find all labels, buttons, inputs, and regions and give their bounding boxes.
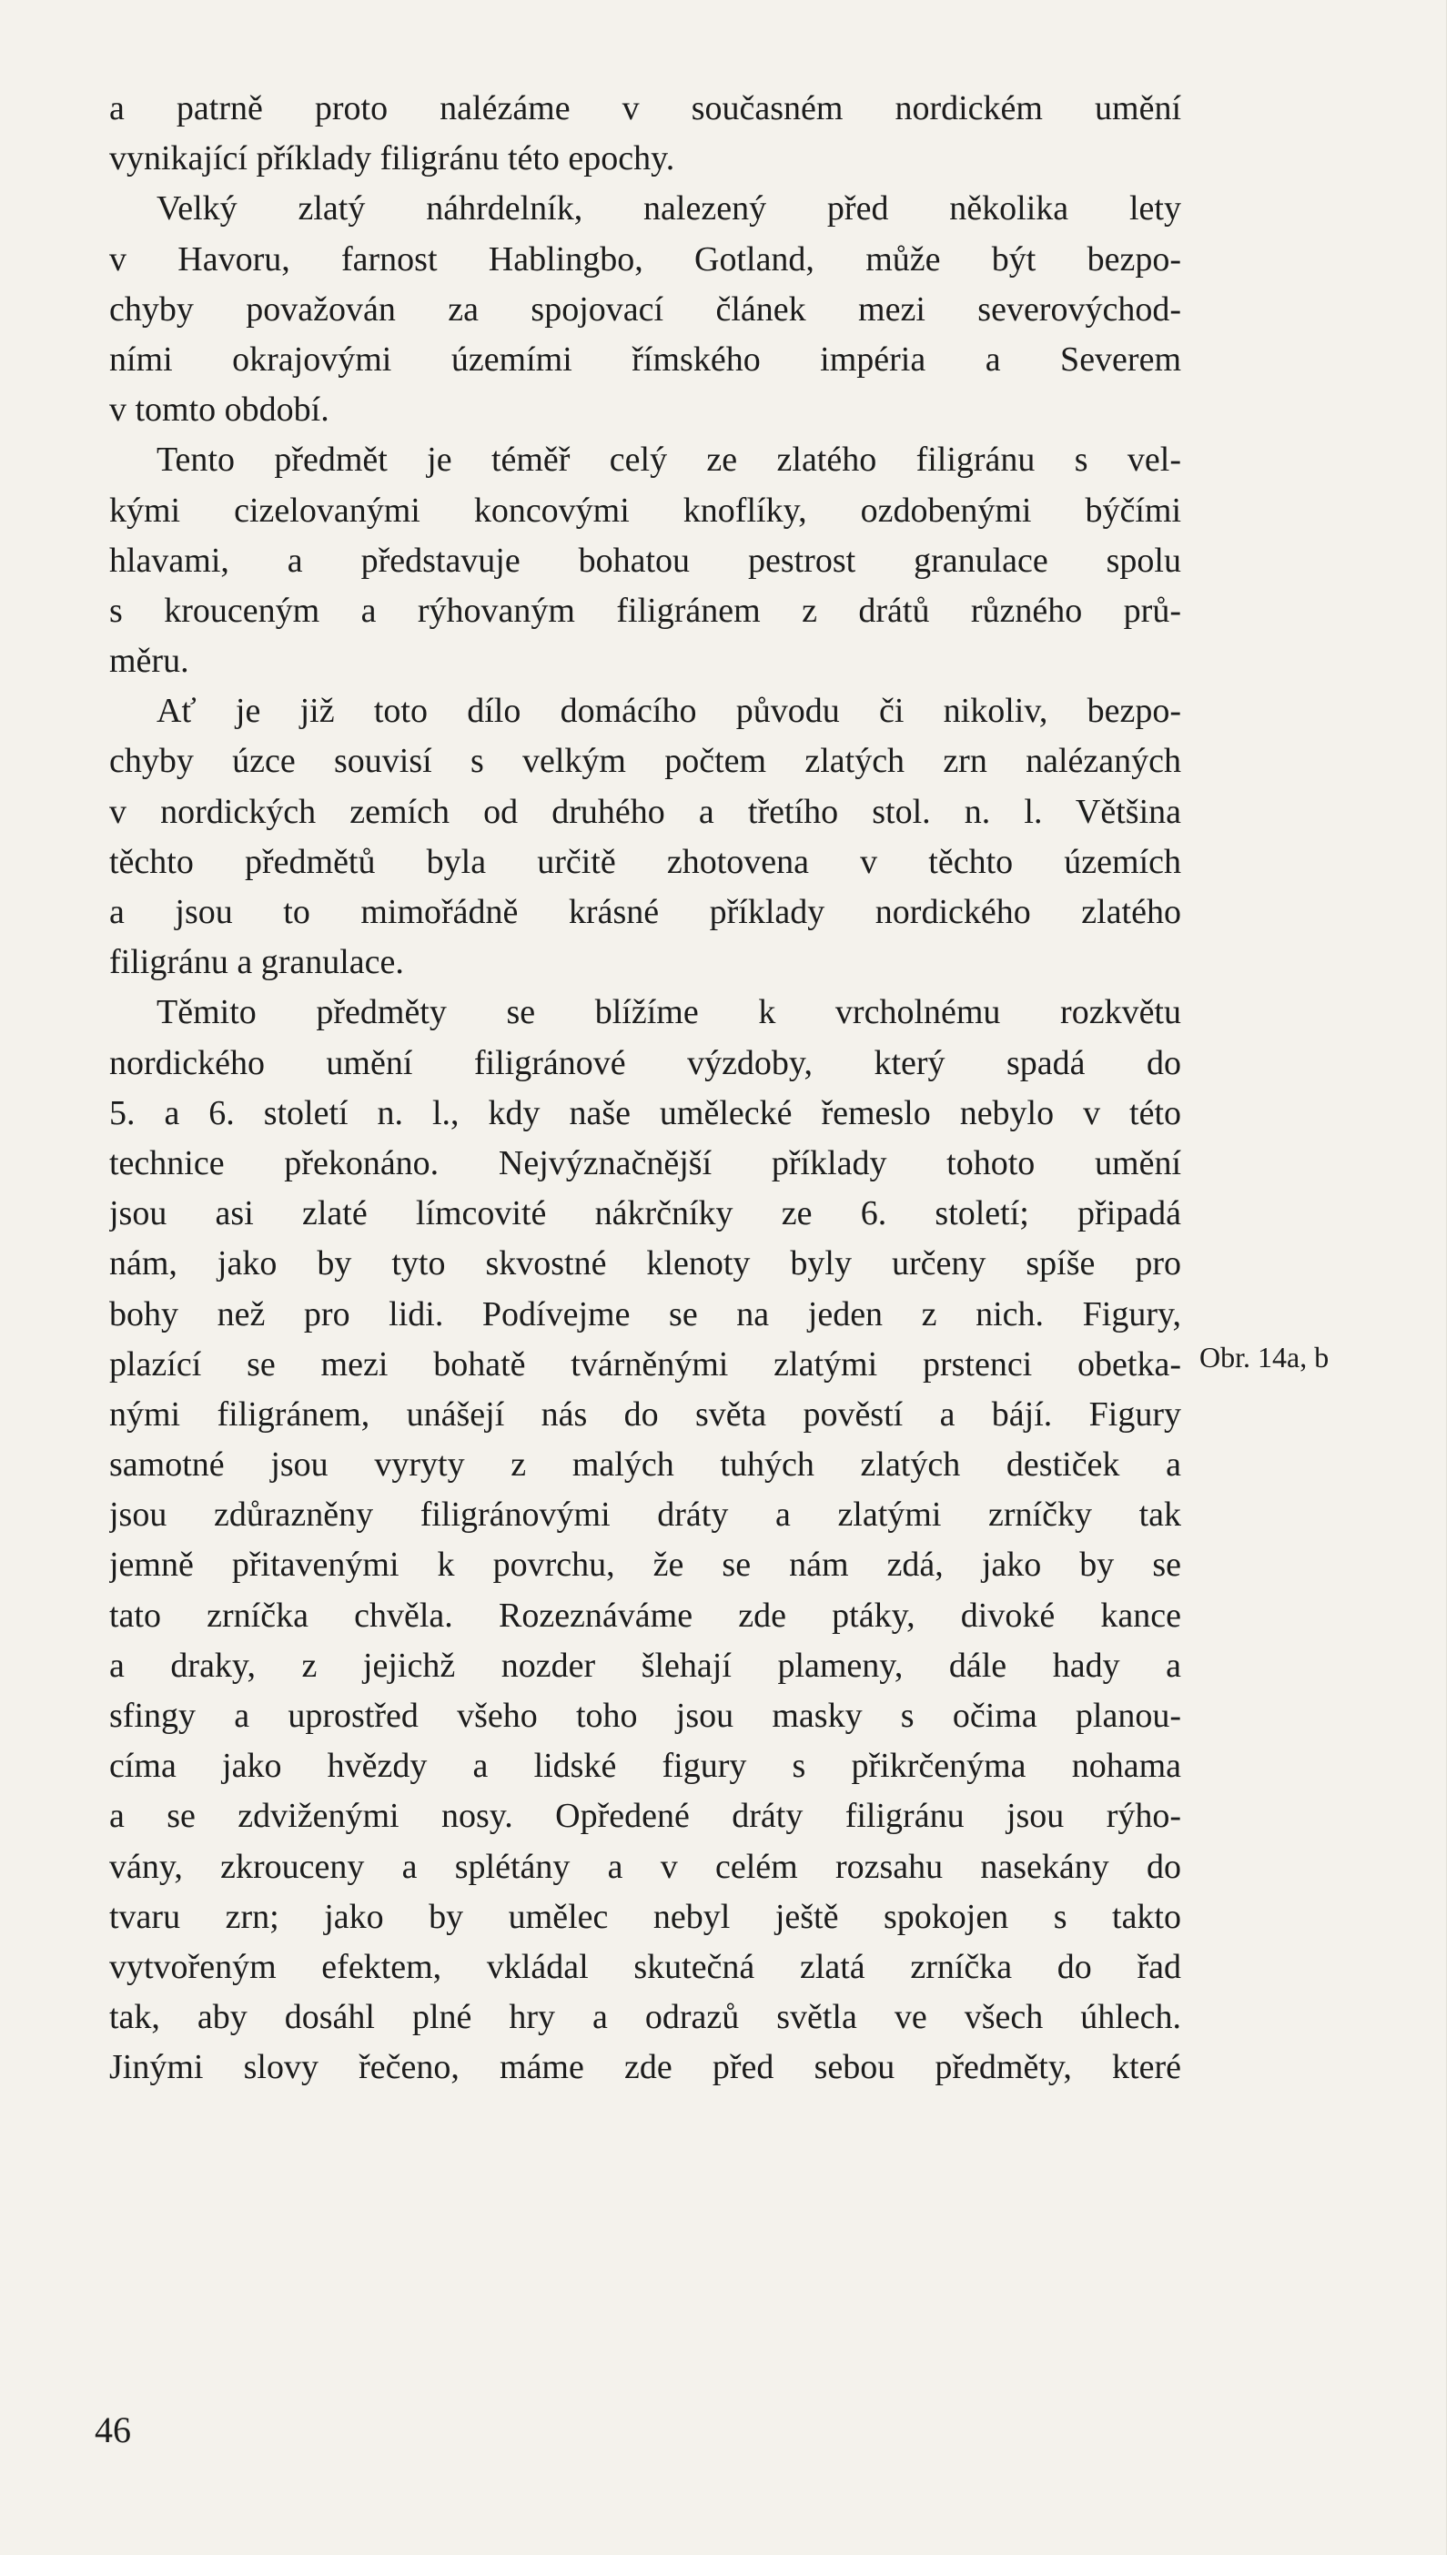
paragraph [109, 686, 1181, 988]
text-line: nám, jako by tyto skvostné klenoty byly určeny spíše pro [109, 1244, 1181, 1283]
text-line: Tento předmět je téměř celý ze zlatého filigránu s vel- [157, 441, 1181, 480]
text-line: vynikající příklady filigránu této epochy. [109, 139, 675, 178]
text-line: vytvořeným efektem, vkládal skutečná zlatá zrníčka do řad [109, 1947, 1181, 1986]
text-line: tak, aby dosáhl plné hry a odrazů světla ve všech úhlech. [109, 1998, 1181, 2037]
text-line: v Havoru, farnost Hablingbo, Gotland, může být bezpo- [109, 239, 1181, 279]
text-line: s krouceným a rýhovaným filigránem z drátů různého prů- [109, 591, 1181, 630]
page-edge [1446, 0, 1456, 2555]
text-line: vány, zkrouceny a splétány a v celém rozsahu nasekány do [109, 1847, 1181, 1886]
text-line: Těmito předměty se blížíme k vrcholnému rozkvětu [157, 993, 1181, 1032]
paragraph [109, 184, 1181, 435]
text-line: jemně přitavenými k povrchu, že se nám zdá, jako by se [109, 1546, 1181, 1585]
text-line: chyby považován za spojovací článek mezi severovýchod- [109, 289, 1181, 329]
text-line: samotné jsou vyryty z malých tuhých zlatých destiček a [109, 1445, 1181, 1485]
text-line: jsou zdůrazněny filigránovými dráty a zlatými zrníčky tak [109, 1495, 1181, 1535]
paragraph [109, 988, 1181, 2093]
paragraph [109, 84, 1181, 184]
text-line: jsou asi zlaté límcovité nákrčníky ze 6. století; připadá [109, 1194, 1181, 1233]
text-line: nordického umění filigránové výzdoby, který spadá do [109, 1043, 1181, 1082]
text-line: bohy než pro lidi. Podívejme se na jeden z nich. Figury, [109, 1294, 1181, 1333]
text-line: technice překonáno. Nejvýznačnější příklady tohoto umění [109, 1143, 1181, 1182]
text-line: v tomto období. [109, 390, 329, 430]
text-line: ními okrajovými územími římského impéria a Severem [109, 340, 1181, 379]
text-line: címa jako hvězdy a lidské figury s přikrčenýma nohama [109, 1747, 1181, 1786]
text-line: v nordických zemích od druhého a třetího stol. n. l. Většina [109, 792, 1181, 831]
text-line: měru. [109, 642, 189, 681]
text-line: Velký zlatý náhrdelník, nalezený před několika lety [157, 189, 1181, 228]
figure-reference: Obr. 14a, b [1199, 1341, 1330, 1374]
text-line: tvaru zrn; jako by umělec nebyl ještě spokojen s takto [109, 1897, 1181, 1936]
text-line: a jsou to mimořádně krásné příklady nordického zlatého [109, 893, 1181, 931]
text-line: těchto předmětů byla určitě zhotovena v těchto územích [109, 842, 1181, 881]
text-line: tato zrníčka chvěla. Rozeznáváme zde ptáky, divoké kance [109, 1596, 1181, 1635]
text-line: Jinými slovy řečeno, máme zde před sebou předměty, které [109, 2048, 1181, 2087]
paragraph [109, 435, 1181, 686]
text-line: 5. a 6. století n. l., kdy naše umělecké řemeslo nebylo v této [109, 1093, 1181, 1132]
text-line: a draky, z jejichž nozder šlehají plameny, dále hady a [109, 1646, 1181, 1685]
body-text [109, 84, 1181, 2094]
text-line: sfingy a uprostřed všeho toho jsou masky s očima planou- [109, 1697, 1181, 1735]
text-line: plazící se mezi bohatě tvárněnými zlatými prstenci obetka- [109, 1344, 1181, 1384]
text-line: hlavami, a představuje bohatou pestrost granulace spolu [109, 541, 1181, 580]
text-line: a se zdviženými nosy. Opředené dráty filigránu jsou rýho- [109, 1797, 1181, 1836]
text-line: a patrně proto nalézáme v současném nordickém umění [109, 89, 1181, 127]
text-line: kými cizelovanými koncovými knoflíky, ozdobenými býčími [109, 491, 1181, 530]
page-number: 46 [95, 2409, 131, 2450]
text-line: chyby úzce souvisí s velkým počtem zlatých zrn nalézaných [109, 742, 1181, 781]
text-line: filigránu a granulace. [109, 943, 404, 982]
text-line: Ať je již toto dílo domácího původu či nikoliv, bezpo- [157, 692, 1181, 731]
text-line: nými filigránem, unášejí nás do světa pověstí a bájí. Figury [109, 1394, 1181, 1434]
